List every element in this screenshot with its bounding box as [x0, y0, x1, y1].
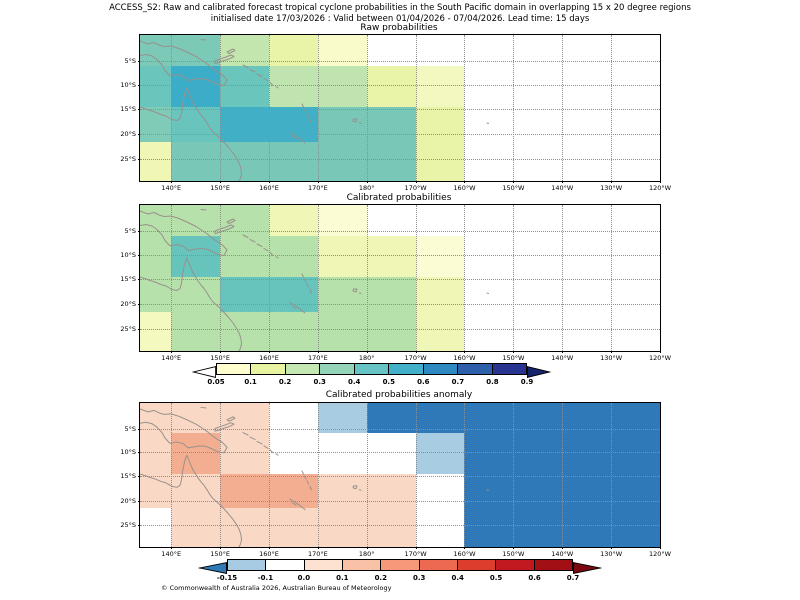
x-tick: [220, 547, 221, 549]
x-tick-label: 120°W: [648, 550, 672, 558]
y-tick: [138, 279, 140, 280]
x-tick: [220, 351, 221, 353]
x-tick: [416, 181, 417, 183]
calibrated-anomaly-map: [120, 402, 672, 558]
copyright-text: © Commonwealth of Australia 2026, Australian Bureau of Meteorology: [161, 584, 392, 592]
x-tick-label: 140°E: [161, 184, 182, 192]
x-tick-label: 140°W: [551, 184, 574, 192]
y-tick-label: 20°S: [120, 130, 136, 139]
coastline: [140, 403, 660, 547]
y-tick-label: 25°S: [120, 155, 136, 164]
x-tick: [416, 351, 417, 353]
x-tick-label: 150°W: [502, 550, 525, 558]
colorbar-underflow-arrow: [198, 559, 227, 571]
y-tick: [138, 85, 140, 86]
x-tick: [660, 181, 661, 183]
y-tick-label: 25°S: [120, 325, 136, 334]
x-tick-label: 150°E: [210, 354, 230, 362]
x-tick-label: 140°E: [161, 550, 182, 558]
x-tick-label: 150°E: [210, 550, 230, 558]
colorbar-tick-label: 0.4: [451, 574, 464, 582]
x-tick: [367, 181, 368, 183]
x-tick-label: 160°W: [453, 550, 476, 558]
calibrated-probabilities-map: [120, 204, 672, 362]
y-tick: [138, 159, 140, 160]
x-tick-label: 170°E: [307, 184, 328, 192]
x-tick-label: 170°W: [404, 550, 427, 558]
y-tick-label: 20°S: [120, 496, 136, 505]
x-tick: [513, 351, 514, 353]
x-tick: [660, 351, 661, 353]
colorbar-segment: [250, 364, 284, 374]
colorbar-tick-label: 0.4: [348, 378, 361, 386]
y-tick-label: 10°S: [120, 80, 136, 89]
x-tick-label: 120°W: [648, 184, 672, 192]
x-tick-label: 140°W: [551, 550, 574, 558]
y-tick-label: 5°S: [124, 57, 136, 66]
colorbar-segment: [457, 560, 495, 570]
figure-title-line1: ACCESS_S2: Raw and calibrated forecast tropical cyclone probabilities in the South Pacific domain in overlapping 15 x 20 degree regions: [109, 3, 691, 13]
calibrated-anomaly-title: Calibrated probabilities anomaly: [325, 390, 473, 400]
x-tick-label: 160°E: [259, 184, 279, 192]
y-tick: [138, 329, 140, 330]
colorbar-segment: [419, 560, 457, 570]
x-tick: [611, 547, 612, 549]
colorbar-tick-label: 0.1: [336, 574, 349, 582]
y-tick: [138, 476, 140, 477]
colorbar-segment: [495, 560, 533, 570]
x-tick-label: 160°W: [453, 354, 476, 362]
colorbar-tick-label: 0.7: [451, 378, 465, 386]
colorbar-tick-label: 0.5: [382, 378, 395, 386]
x-tick: [611, 351, 612, 353]
colorbar-tick-label: 0.05: [207, 378, 225, 386]
coastline: [140, 205, 660, 351]
x-tick: [416, 547, 417, 549]
x-tick-label: 170°E: [307, 550, 328, 558]
x-tick: [464, 351, 465, 353]
colorbar-segment: [228, 560, 265, 570]
y-tick: [138, 134, 140, 135]
x-tick-label: 160°E: [259, 354, 279, 362]
x-tick-label: 130°W: [600, 550, 623, 558]
x-tick: [171, 547, 172, 549]
y-tick: [138, 61, 140, 62]
colorbar-segment: [217, 364, 250, 374]
x-tick-label: 130°W: [600, 354, 623, 362]
x-tick-label: 170°W: [404, 354, 427, 362]
colorbar-segment: [285, 364, 319, 374]
x-tick-label: 160°E: [259, 550, 279, 558]
raw-probabilities-title: Raw probabilities: [360, 23, 438, 33]
colorbar-tick-label: 0.7: [566, 574, 580, 582]
x-tick-label: 170°W: [404, 184, 427, 192]
y-tick-label: 15°S: [120, 105, 136, 114]
y-tick: [138, 109, 140, 110]
colorbar-tick-label: 0.5: [489, 574, 503, 582]
x-tick-label: 140°W: [551, 354, 574, 362]
colorbar-body: [227, 559, 573, 571]
x-tick-label: 170°E: [307, 354, 328, 362]
x-tick: [171, 181, 172, 183]
x-tick: [318, 547, 319, 549]
colorbar-segment: [380, 560, 418, 570]
x-tick-label: 160°W: [453, 184, 476, 192]
y-tick: [138, 304, 140, 305]
x-tick: [269, 351, 270, 353]
x-tick-label: 180°: [358, 184, 375, 192]
colorbar-overflow-arrow: [527, 363, 551, 375]
raw-probabilities-map: [120, 34, 672, 192]
y-tick: [138, 429, 140, 430]
colorbar-tick-label: -0.1: [257, 574, 274, 582]
colorbar-segment: [492, 364, 526, 374]
y-tick-label: 25°S: [120, 521, 136, 530]
x-tick-label: 180°: [358, 354, 375, 362]
x-tick: [318, 351, 319, 353]
x-tick-label: 150°W: [502, 184, 525, 192]
y-tick-label: 15°S: [120, 472, 136, 481]
x-tick: [367, 351, 368, 353]
y-tick: [138, 501, 140, 502]
colorbar-segment: [534, 560, 572, 570]
x-tick-label: 130°W: [600, 184, 623, 192]
y-tick-label: 10°S: [120, 250, 136, 259]
colorbar-segment: [457, 364, 491, 374]
colorbar-tick-label: 0.0: [297, 574, 311, 582]
x-tick: [318, 181, 319, 183]
x-tick: [269, 181, 270, 183]
x-tick: [367, 547, 368, 549]
colorbar-segment: [354, 364, 388, 374]
x-tick-label: 180°: [358, 550, 375, 558]
y-tick-label: 10°S: [120, 448, 136, 457]
colorbar-tick-label: 0.6: [417, 378, 430, 386]
colorbar-tick-label: 0.9: [520, 378, 534, 386]
colorbar-segment: [265, 560, 303, 570]
x-tick: [562, 547, 563, 549]
x-tick-label: 140°E: [161, 354, 182, 362]
x-tick-label: 150°W: [502, 354, 525, 362]
figure-title-line2: initialised date 17/03/2026 : Valid between 01/04/2026 - 07/04/2026. Lead time: 15 days: [210, 14, 590, 24]
y-tick: [138, 231, 140, 232]
colorbar-segment: [319, 364, 353, 374]
x-tick: [660, 547, 661, 549]
x-tick-label: 150°E: [210, 184, 230, 192]
y-tick-label: 5°S: [124, 227, 136, 236]
x-tick: [464, 181, 465, 183]
y-tick: [138, 525, 140, 526]
y-tick: [138, 255, 140, 256]
colorbar-tick-label: -0.15: [216, 574, 238, 582]
colorbar-underflow-arrow: [192, 363, 216, 375]
x-tick: [562, 181, 563, 183]
colorbar-tick-label: 0.6: [528, 574, 541, 582]
colorbar-overflow-arrow: [573, 559, 602, 571]
colorbar-body: [216, 363, 527, 375]
x-tick: [513, 181, 514, 183]
y-tick: [138, 452, 140, 453]
colorbar-tick-label: 0.3: [413, 574, 426, 582]
x-tick-label: 120°W: [648, 354, 672, 362]
colorbar-segment: [423, 364, 457, 374]
colorbar-segment: [304, 560, 342, 570]
colorbar-tick-label: 0.1: [244, 378, 257, 386]
y-tick-label: 20°S: [120, 300, 136, 309]
anomaly-colorbar: [198, 559, 598, 582]
colorbar-tick-label: 0.3: [313, 378, 326, 386]
y-tick-label: 5°S: [124, 424, 136, 433]
x-tick: [269, 547, 270, 549]
coastline: [140, 35, 660, 181]
colorbar-segment: [342, 560, 380, 570]
y-tick-label: 15°S: [120, 275, 136, 284]
colorbar-tick-label: 0.2: [374, 574, 387, 582]
x-tick: [464, 547, 465, 549]
x-tick: [562, 351, 563, 353]
x-tick: [171, 351, 172, 353]
x-tick: [220, 181, 221, 183]
x-tick: [513, 547, 514, 549]
colorbar-segment: [388, 364, 422, 374]
probability-colorbar: [192, 363, 552, 386]
colorbar-tick-label: 0.2: [278, 378, 292, 386]
colorbar-tick-label: 0.8: [486, 378, 499, 386]
calibrated-probabilities-title: Calibrated probabilities: [346, 193, 452, 203]
x-tick: [611, 181, 612, 183]
